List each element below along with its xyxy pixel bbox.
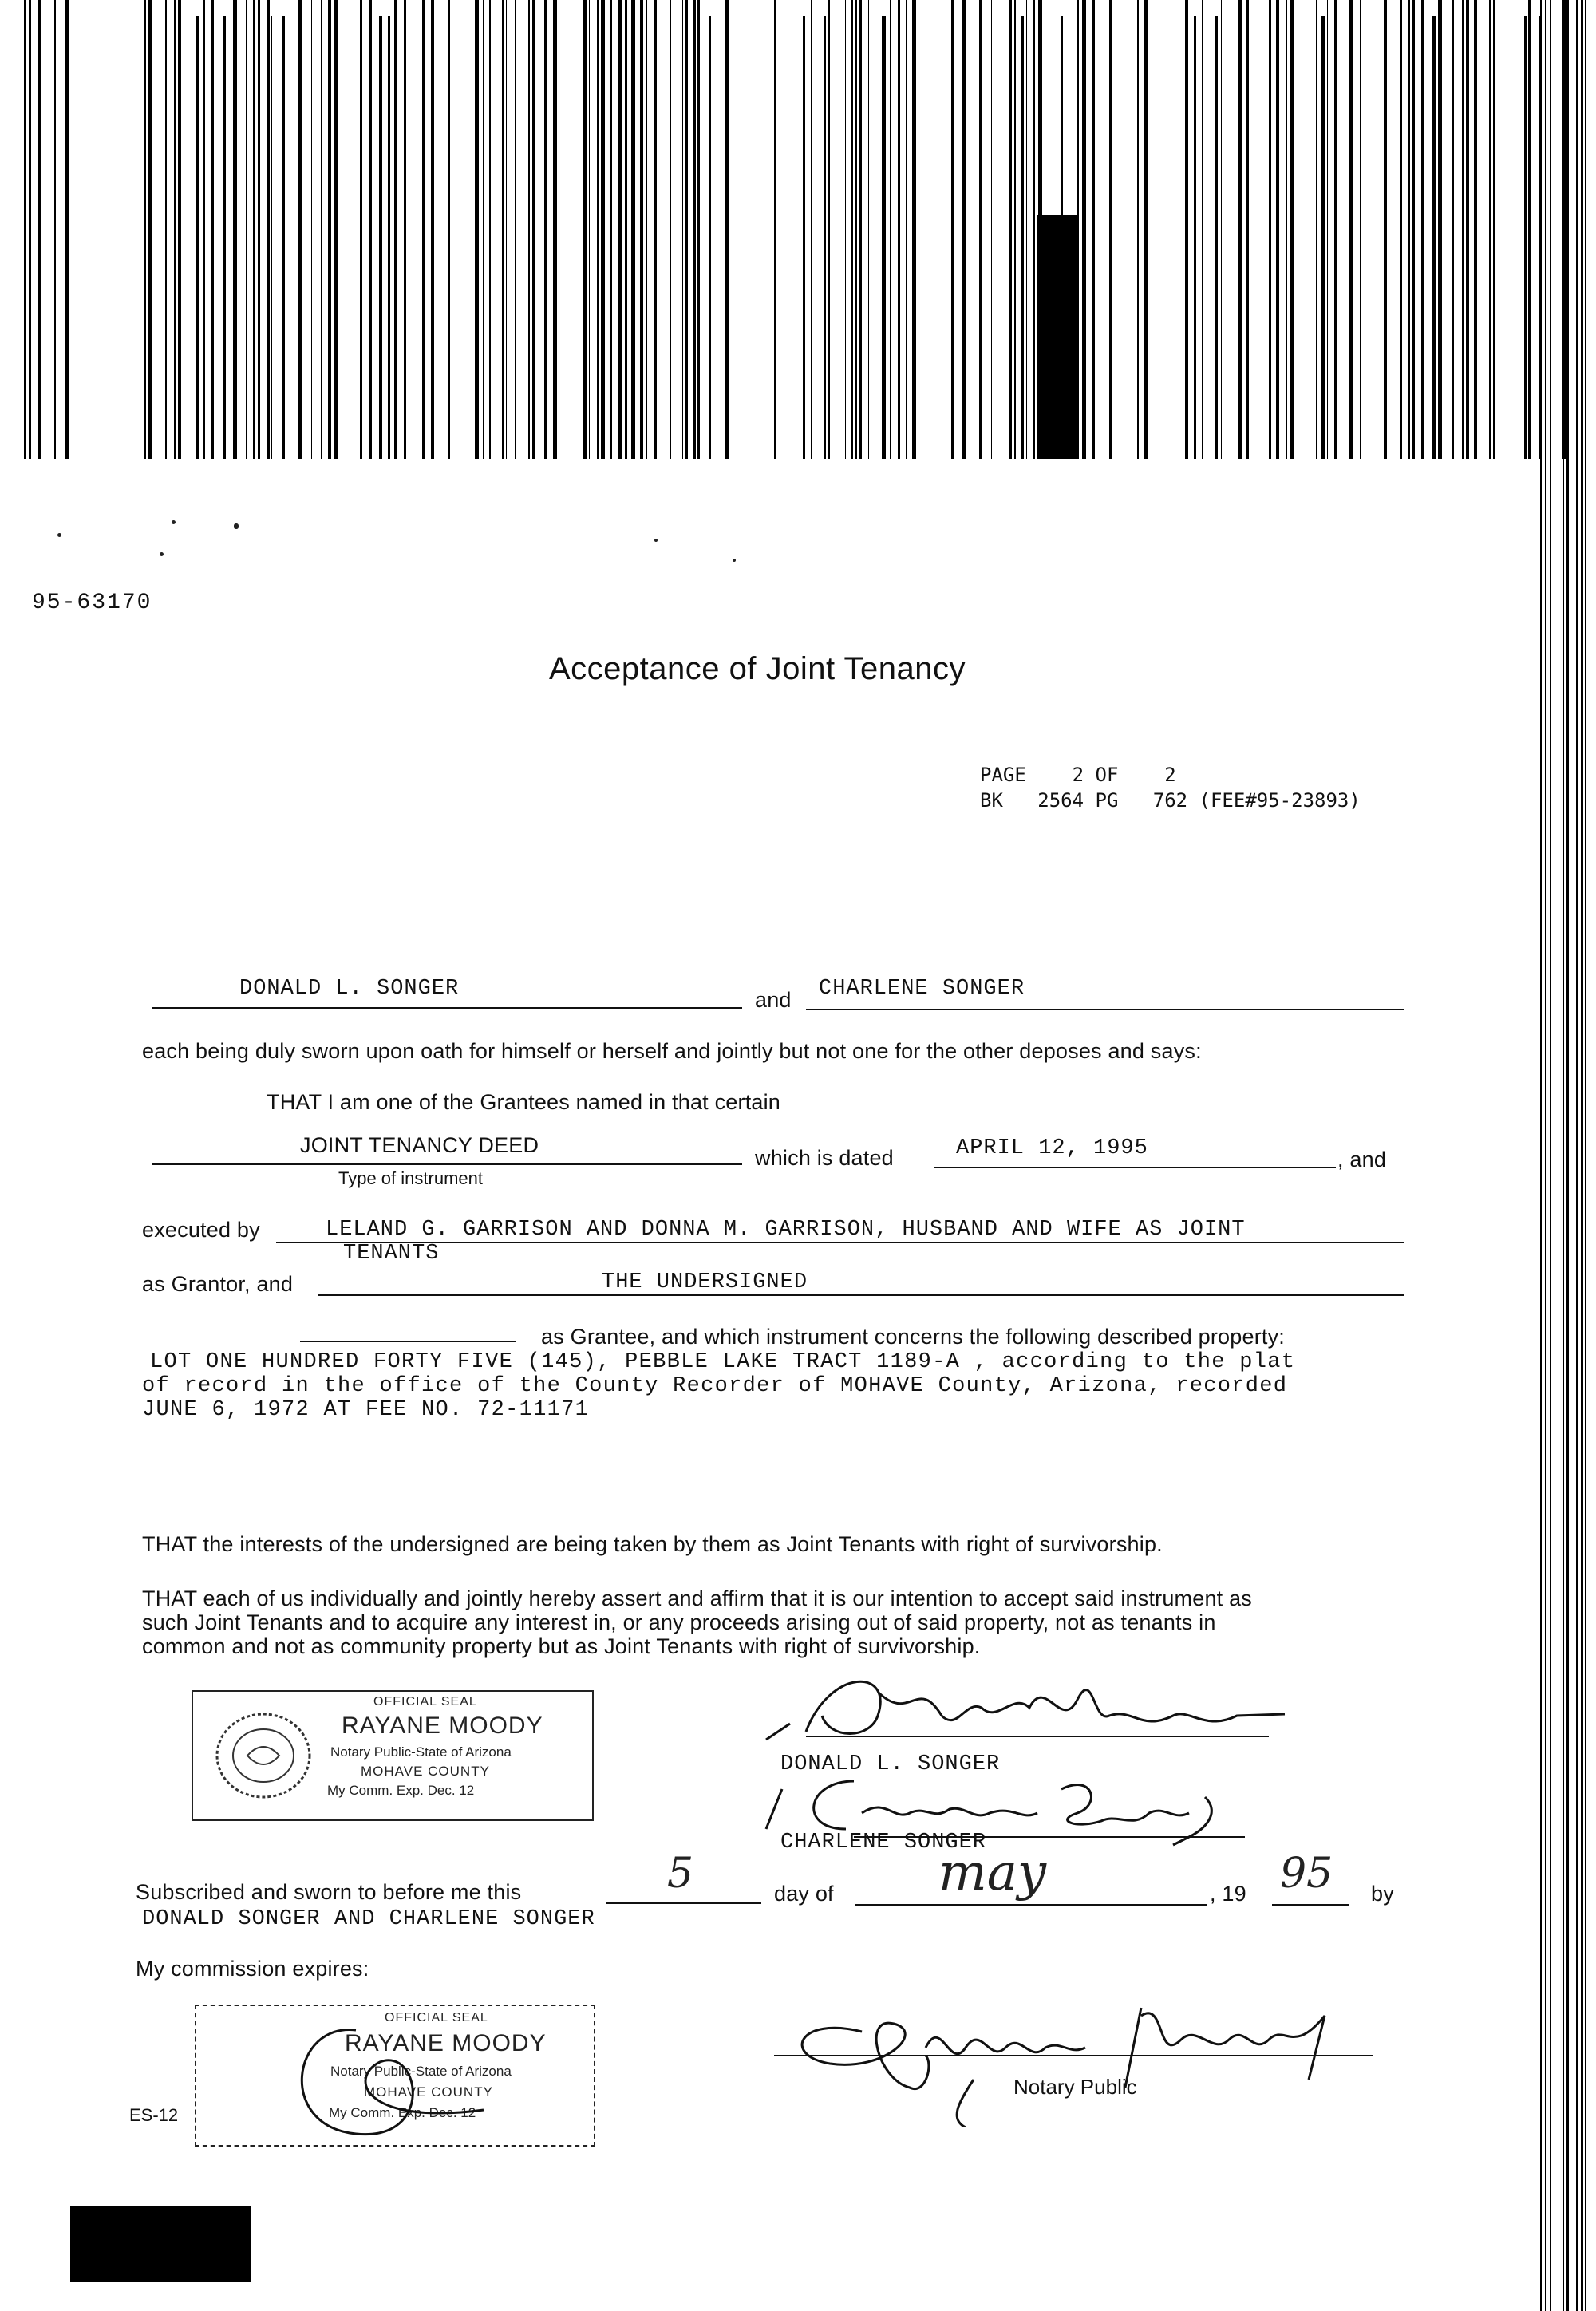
seal-1-name: RAYANE MOODY (342, 1713, 543, 1739)
grantee-1-name: DONALD L. SONGER (239, 977, 460, 1001)
dated-label: which is dated (755, 1146, 894, 1170)
affirm-line-1: THAT each of us individually and jointly hereby assert and affirm that it is our intention to accept said instrument as (142, 1586, 1253, 1610)
seal-1-heading: OFFICIAL SEAL (373, 1695, 477, 1709)
by-label: by (1371, 1882, 1394, 1906)
document-number: 95-63170 (32, 591, 152, 615)
seal-1-line-3: My Comm. Exp. Dec. 12 (327, 1783, 475, 1798)
instrument-type-value: JOINT TENANCY DEED (300, 1133, 539, 1157)
property-line-3: JUNE 6, 1972 AT FEE NO. 72-11171 (142, 1398, 590, 1422)
barcode (24, 0, 1580, 459)
page-stamp-line-2: BK 2564 PG 762 (FEE#95-23893) (980, 789, 1361, 812)
seal-1-line-1: Notary Public-State of Arizona (330, 1744, 512, 1760)
as-grantor-label: as Grantor, and (142, 1272, 294, 1296)
signature-donald-songer (758, 1660, 1301, 1756)
grantee-2-name: CHARLENE SONGER (819, 977, 1025, 1001)
subscribed-label: Subscribed and sworn to before me this (136, 1880, 522, 1904)
instrument-type-caption: Type of instrument (338, 1168, 483, 1188)
seal-1-line-2: MOHAVE COUNTY (361, 1764, 490, 1779)
seal-2-heading: OFFICIAL SEAL (385, 2011, 488, 2025)
notary-seal-1 (192, 1690, 594, 1821)
affirm-line-2: such Joint Tenants and to acquire any interest in, or any proceeds arising out of said property, not as tenants in (142, 1610, 1216, 1634)
seal-2-line-1: Notary Public-State of Arizona (330, 2064, 512, 2079)
survivorship-text: THAT the interests of the undersigned are being taken by them as Joint Tenants with right of survivorship. (142, 1532, 1163, 1556)
document-title: Acceptance of Joint Tenancy (549, 651, 966, 686)
that-grantee-text: THAT I am one of the Grantees named in that certain (267, 1090, 781, 1114)
subscribed-month-value: may (938, 1843, 1046, 1902)
grantor-names-line-1: LELAND G. GARRISON AND DONNA M. GARRISON, HUSBAND AND WIFE AS JOINT (326, 1218, 1246, 1242)
form-code: ES-12 (129, 2105, 179, 2125)
signature-1-name: DONALD L. SONGER (780, 1752, 1001, 1776)
and-label: and (755, 988, 792, 1012)
subscribed-by-value: DONALD SONGER AND CHARLENE SONGER (142, 1907, 595, 1931)
notary-public-label: Notary Public (1013, 2075, 1137, 2099)
signature-2-name: CHARLENE SONGER (780, 1831, 987, 1855)
affirm-line-3: common and not as community property but as Joint Tenants with right of survivorship. (142, 1634, 981, 1658)
property-line-2: of record in the office of the County Recorder of MOHAVE County, Arizona, recorded (142, 1374, 1288, 1398)
subscribed-year-value: 95 (1280, 1850, 1333, 1898)
seal-2-line-3: My Comm. Exp. Dec. 12 (329, 2105, 476, 2120)
subscribed-day-value: 5 (667, 1850, 694, 1898)
scan-block (70, 2206, 251, 2282)
seal-emblem-icon (212, 1708, 314, 1803)
year-prefix: , 19 (1210, 1882, 1246, 1906)
grantee-value: THE UNDERSIGNED (602, 1270, 808, 1294)
seal-2-name: RAYANE MOODY (345, 2030, 547, 2056)
commission-label: My commission expires: (136, 1957, 369, 1981)
grantee-clause: as Grantee, and which instrument concerns the following described property: (541, 1325, 1285, 1349)
oath-text: each being duly sworn upon oath for himself or herself and jointly but not one for the other deposes and says: (142, 1039, 1202, 1063)
executed-by-label: executed by (142, 1218, 260, 1242)
instrument-date-value: APRIL 12, 1995 (956, 1136, 1148, 1160)
day-of-label: day of (774, 1882, 834, 1906)
page-stamp-line-1: PAGE 2 OF 2 (980, 764, 1176, 786)
signature-notary (766, 1968, 1373, 2127)
margin-bars (1540, 0, 1596, 2311)
notary-seal-2 (195, 2005, 595, 2147)
seal-scribble (260, 2014, 500, 2142)
and-label-2: , and (1337, 1148, 1387, 1171)
property-line-1: LOT ONE HUNDRED FORTY FIVE (145), PEBBLE LAKE TRACT 1189-A , according to the plat (150, 1350, 1296, 1374)
seal-2-line-2: MOHAVE COUNTY (364, 2084, 493, 2100)
grantor-names-line-2: TENANTS (343, 1242, 440, 1266)
